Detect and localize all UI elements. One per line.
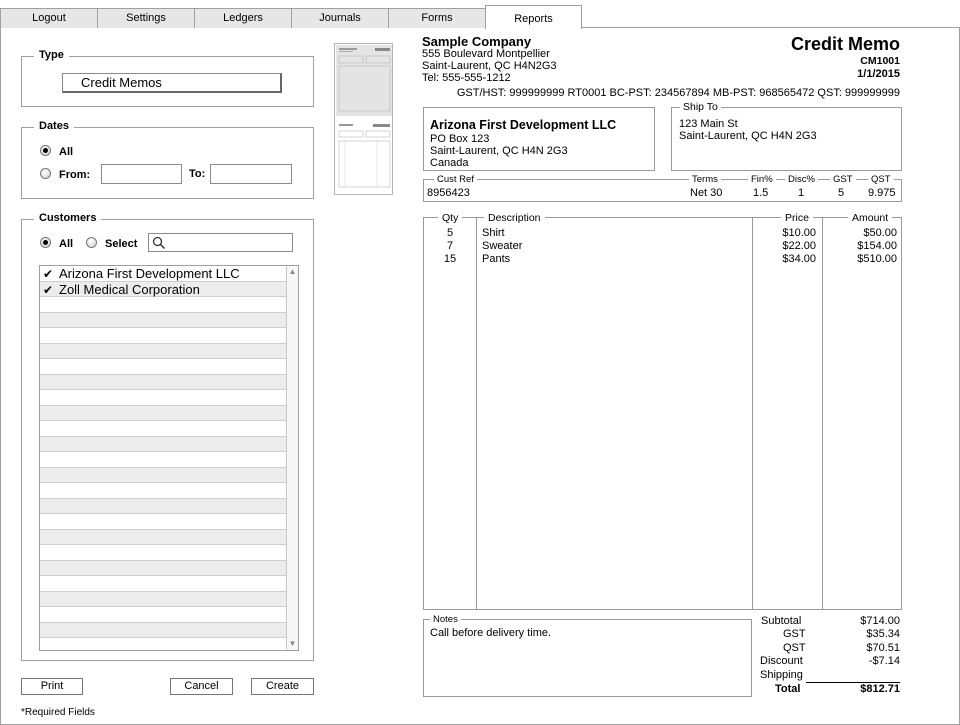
list-item-empty (40, 561, 298, 577)
shipping-label: Shipping (760, 669, 803, 681)
list-item-empty (40, 530, 298, 546)
description-cell: Sweater (482, 240, 523, 252)
company-address-1: 555 Boulevard Montpellier (422, 48, 550, 60)
list-item-empty (40, 607, 298, 623)
list-item[interactable] (40, 282, 298, 298)
list-item-empty (40, 437, 298, 453)
list-item-empty (40, 468, 298, 484)
ship-to-box (671, 101, 902, 171)
description-header: Description (484, 212, 545, 224)
bill-to-box (423, 107, 655, 171)
customer-list-scrollbar[interactable] (286, 266, 298, 650)
list-item-empty (40, 623, 298, 639)
customers-legend: Customers (34, 212, 101, 224)
preview-thumbnail[interactable] (334, 43, 393, 195)
list-item-empty (40, 344, 298, 360)
price-cell: $10.00 (782, 227, 816, 239)
list-item-empty (40, 390, 298, 406)
list-item-empty (40, 592, 298, 608)
list-item-empty (40, 545, 298, 561)
customers-all-radio[interactable] (40, 237, 51, 248)
qty-header: Qty (438, 212, 462, 224)
tab-bar (0, 0, 960, 28)
cust-ref-value: 8956423 (427, 187, 470, 199)
disc-label: Disc% (785, 174, 818, 185)
company-address-2: Saint-Laurent, QC H4N2G3 (422, 60, 557, 72)
qst-rate-label: QST (868, 174, 894, 185)
notes-box (423, 614, 752, 697)
customers-group (21, 212, 314, 661)
document-date: 1/1/2015 (857, 68, 900, 80)
list-item[interactable] (40, 266, 298, 282)
list-item-empty (40, 421, 298, 437)
amount-cell: $50.00 (863, 227, 897, 239)
subtotal-value: $714.00 (860, 615, 900, 627)
tab-journals[interactable]: Journals (291, 8, 389, 28)
list-item-empty (40, 313, 298, 329)
from-date-input[interactable] (101, 164, 182, 184)
from-label: From: (59, 169, 91, 181)
cancel-button[interactable]: Cancel (170, 678, 233, 695)
dates-legend: Dates (34, 120, 74, 132)
checkmark-icon[interactable]: ✔ (43, 282, 54, 297)
qst-total-value: $70.51 (866, 642, 900, 654)
disc-value: 1 (798, 187, 805, 199)
list-item-empty (40, 406, 298, 422)
tab-reports[interactable]: Reports (485, 5, 582, 29)
tax-ids: GST/HST: 999999999 RT0001 BC-PST: 234567894 MB-PST: 968565472 QST: 999999999 (456, 87, 900, 99)
price-cell: $22.00 (782, 240, 816, 252)
qst-rate-value: 9.975 (868, 187, 896, 199)
price-header: Price (781, 212, 813, 224)
amount-cell: $510.00 (857, 253, 897, 265)
list-item-empty (40, 359, 298, 375)
tab-ledgers[interactable]: Ledgers (194, 8, 292, 28)
bill-to-name: Arizona First Development LLC (430, 118, 617, 132)
customer-list (39, 265, 299, 651)
scroll-down-icon[interactable]: ▼ (288, 639, 297, 648)
company-tel: Tel: 555-555-1212 (422, 72, 511, 84)
type-dropdown[interactable]: Credit Memos (62, 73, 282, 93)
amount-header: Amount (848, 212, 892, 224)
dates-all-label: All (59, 146, 74, 158)
qty-cell: 7 (446, 240, 454, 252)
ship-to-line-2: Saint-Laurent, QC H4N 2G3 (679, 130, 817, 142)
list-item-empty (40, 328, 298, 344)
gst-total-label: GST (783, 628, 806, 640)
qty-cell: 15 (443, 253, 457, 265)
list-item-empty (40, 452, 298, 468)
cust-ref-label: Cust Ref (434, 174, 477, 185)
tab-forms[interactable]: Forms (388, 8, 486, 28)
ship-to-line-1: 123 Main St (679, 118, 738, 130)
dates-range-radio[interactable] (40, 168, 51, 179)
bill-to-line-1: PO Box 123 (430, 133, 490, 145)
tab-logout[interactable]: Logout (0, 8, 98, 28)
description-cell: Pants (482, 253, 511, 265)
bill-to-line-3: Canada (430, 157, 469, 169)
line-items-table (423, 212, 902, 610)
customer-search-box[interactable] (148, 233, 293, 252)
price-cell: $34.00 (782, 253, 816, 265)
company-name: Sample Company (422, 34, 532, 49)
ship-to-label: Ship To (680, 101, 721, 113)
page-preview-icon (335, 44, 393, 195)
fin-label: Fin% (748, 174, 776, 185)
type-group (21, 49, 314, 107)
dates-all-radio[interactable] (40, 145, 51, 156)
checkmark-icon[interactable]: ✔ (43, 267, 54, 281)
terms-label: Terms (689, 174, 721, 185)
customer-name: Zoll Medical Corporation (59, 281, 200, 297)
qst-total-label: QST (783, 642, 806, 654)
fin-value: 1.5 (753, 187, 769, 199)
list-item-empty (40, 576, 298, 592)
terms-value: Net 30 (690, 187, 723, 199)
create-button[interactable]: Create (251, 678, 314, 695)
dates-group (21, 120, 314, 199)
gst-rate-label: GST (830, 174, 856, 185)
notes-text: Call before delivery time. (430, 627, 552, 639)
search-icon (152, 236, 166, 250)
required-fields-note: *Required Fields (21, 707, 95, 718)
subtotal-label: Subtotal (761, 615, 802, 627)
discount-value: -$7.14 (868, 655, 900, 667)
total-value: $812.71 (860, 683, 900, 695)
customer-name: Arizona First Development LLC (59, 266, 240, 281)
description-cell: Shirt (482, 227, 505, 239)
list-item-empty (40, 514, 298, 530)
customers-select-radio[interactable] (86, 237, 97, 248)
to-date-input[interactable] (210, 164, 292, 184)
qty-cell: 5 (446, 227, 454, 239)
total-label: Total (775, 683, 801, 695)
list-item-empty (40, 483, 298, 499)
discount-label: Discount (760, 655, 803, 667)
to-label: To: (189, 168, 206, 180)
type-legend: Type (34, 49, 69, 61)
list-item-empty (40, 499, 298, 515)
print-button[interactable]: Print (21, 678, 83, 695)
info-row-box (423, 174, 902, 202)
document-title: Credit Memo (790, 34, 900, 54)
gst-rate-value: 5 (838, 187, 845, 199)
bill-to-line-2: Saint-Laurent, QC H4N 2G3 (430, 145, 568, 157)
scroll-up-icon[interactable]: ▲ (288, 267, 297, 276)
document-number: CM1001 (860, 55, 900, 67)
customers-select-label: Select (105, 238, 138, 250)
customers-all-label: All (59, 238, 74, 250)
tab-settings[interactable]: Settings (97, 8, 195, 28)
list-item-empty (40, 297, 298, 313)
notes-label: Notes (430, 614, 461, 625)
amount-cell: $154.00 (857, 240, 897, 252)
gst-total-value: $35.34 (866, 628, 900, 640)
list-item-empty (40, 375, 298, 391)
